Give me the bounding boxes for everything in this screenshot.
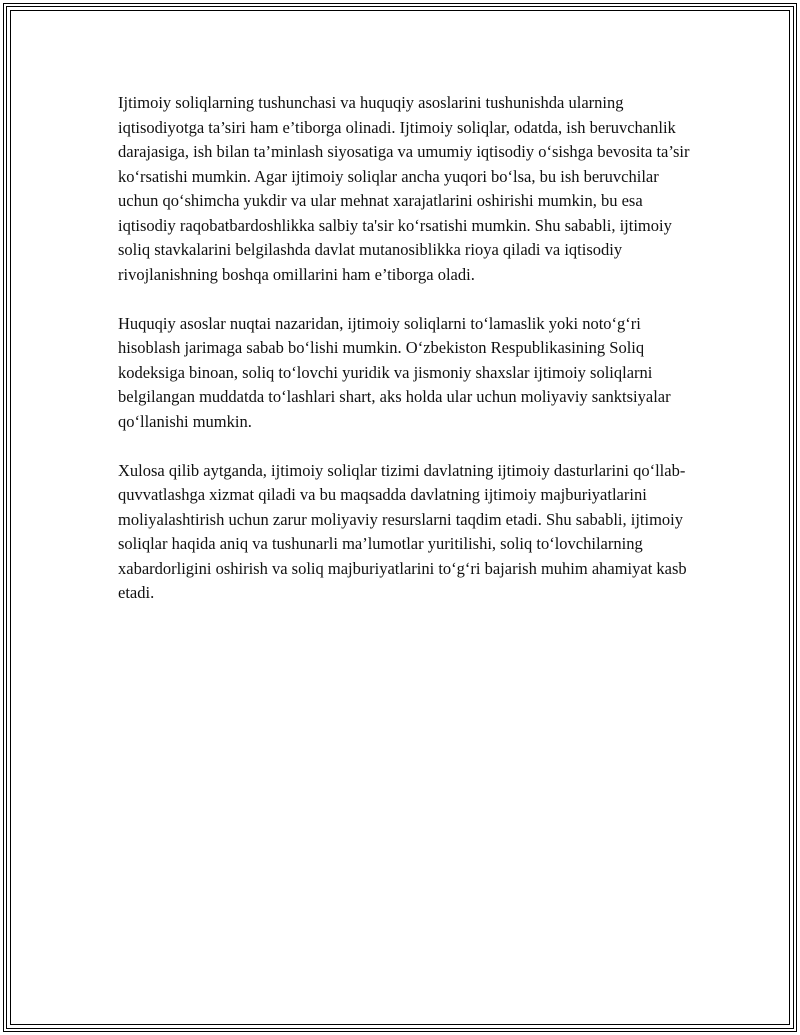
paragraph-1: Ijtimoiy soliqlarning tushunchasi va huquqiy asoslarini tushunishda ularning iqtisodiyotga ta’siri ham e’tiborga olinadi. Ijtimoiy soliqlar, odatda, ish beruvchanlik darajasiga, ish bilan ta’minlash siyosatiga va umumiy iqtisodiy o‘sishga bevosita ta’sir ko‘rsatishi mumkin. Agar ijtimoiy soliqlar ancha yuqori bo‘lsa, bu ish beruvchilar uchun qo‘shimcha yukdir va ular mehnat xarajatlarini oshirishi mumkin, bu esa iqtisodiy raqobatbardoshlikka salbiy ta'sir ko‘rsatishi mumkin. Shu sababli, ijtimoiy soliq stavkalarini belgilashda davlat mutanosiblikka rioya qiladi va iqtisodiy rivojlanishning boshqa omillarini ham e’tiborga oladi.	[118, 93, 690, 284]
document-body	[118, 91, 698, 630]
paragraph-2: Huquqiy asoslar nuqtai nazaridan, ijtimoiy soliqlarni to‘lamaslik yoki noto‘g‘ri hisoblash jarimaga sabab bo‘lishi mumkin. O‘zbekiston Respublikasining Soliq kodeksiga binoan, soliq to‘lovchi yuridik va jismoniy shaxslar ijtimoiy soliqlarni belgilangan muddatda to‘lashlari shart, aks holda ular uchun moliyaviy sanktsiyalar qo‘llanishi mumkin.	[118, 313, 671, 431]
paragraph-3: Xulosa qilib aytganda, ijtimoiy soliqlar tizimi davlatning ijtimoiy dasturlarini qo‘llab-quvvatlashga xizmat qiladi va bu maqsadda davlatning ijtimoiy majburiyatlarini moliyalashtirish uchun zarur moliyaviy resurslarni taqdim etadi. Shu sababli, ijtimoiy soliqlar haqida aniq va tushunarli ma’lumotlar yuritilishi, soliq to‘lovchilarning xabardorligini oshirish va soliq majburiyatlarini to‘g‘ri bajarish muhim ahamiyat kasb etadi.	[118, 460, 687, 602]
